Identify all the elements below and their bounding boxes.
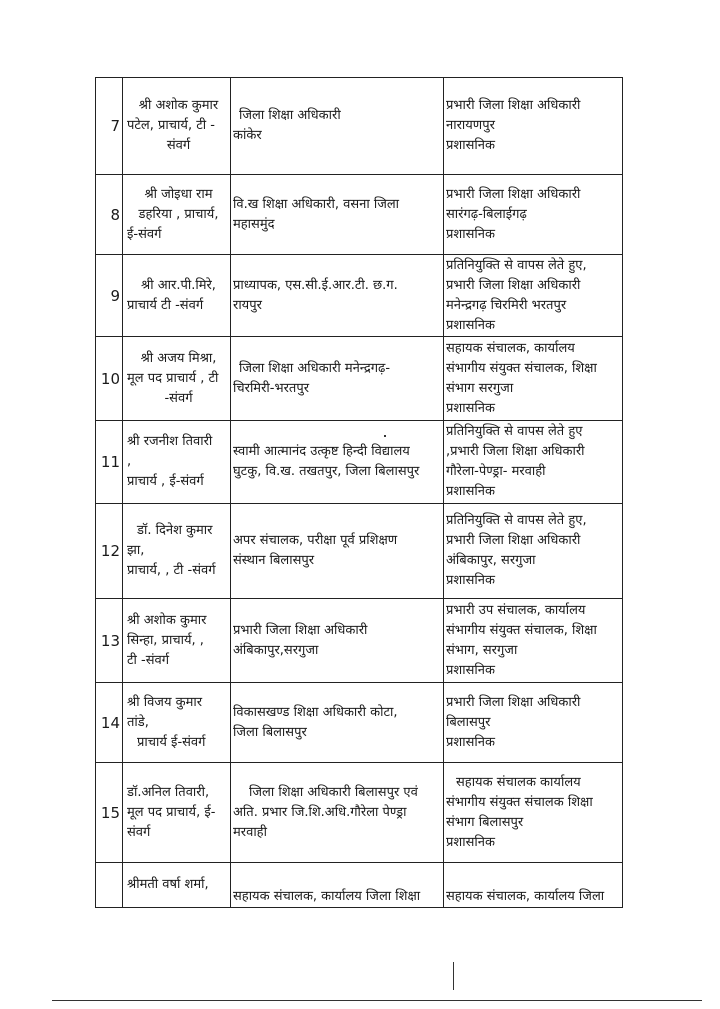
officer-name-line: श्री अशोक कुमार	[138, 98, 219, 113]
current-post-cell	[231, 863, 444, 908]
officer-name-line: श्रीमती वर्षा शर्मा,	[127, 877, 209, 892]
serial-number: 15	[96, 763, 123, 863]
new-posting-line: प्रभारी उप संचालक, कार्यालय	[446, 602, 586, 618]
new-posting-line: संभाग बिलासपुर	[446, 814, 524, 830]
new-posting-line: संभाग, सरगुजा	[446, 642, 518, 658]
table-row	[96, 863, 623, 908]
current-post-line: मरवाही	[233, 824, 267, 840]
serial-number	[96, 863, 123, 908]
officer-name-line: ,	[127, 454, 132, 469]
new-posting-line: प्रशासनिक	[446, 662, 495, 678]
table-row	[96, 78, 623, 175]
table-row	[96, 763, 623, 863]
new-posting-cell	[444, 175, 623, 255]
current-post-line: महासमुंद	[233, 216, 275, 232]
current-post-line: चिरमिरी-भरतपुर	[233, 380, 310, 396]
new-posting-line: प्रतिनियुक्ति से वापस लेते हुए	[446, 424, 583, 439]
new-posting-line: अंबिकापुर, सरगुजा	[446, 553, 536, 568]
current-post-line: अंबिकापुर,सरगुजा	[233, 642, 319, 658]
table-row	[96, 683, 623, 763]
officer-name-cell	[123, 863, 231, 908]
new-posting-line: प्रशासनिक	[446, 400, 495, 416]
officer-name-cell	[123, 175, 231, 255]
current-post-cell	[231, 421, 444, 504]
serial-number: 9	[96, 255, 123, 337]
table-row	[96, 504, 623, 599]
new-posting-line: प्रतिनियुक्ति से वापस लेते हुए,	[446, 513, 587, 528]
new-posting-line: प्रशासनिक	[446, 484, 495, 499]
transfer-order-table	[95, 77, 623, 908]
table-row	[96, 337, 623, 421]
current-post-line: स्वामी आत्मानंद उत्कृष्ट हिन्दी विद्यालय	[233, 444, 410, 459]
current-post-line: जिला शिक्षा अधिकारी मनेन्द्रगढ़-	[239, 360, 391, 376]
new-posting-cell	[444, 421, 623, 504]
current-post-cell	[231, 337, 444, 421]
officer-name-line: डहरिया , प्राचार्य,	[138, 206, 219, 222]
table-row	[96, 599, 623, 683]
current-post-line: वि.ख शिक्षा अधिकारी, वसना जिला	[233, 196, 400, 212]
officer-name-line: श्री रजनीश तिवारी	[127, 434, 213, 449]
new-posting-line: संभागीय संयुक्त संचालक, शिक्षा	[446, 622, 597, 638]
new-posting-line: संभागीय संयुक्त संचालक, शिक्षा	[446, 360, 597, 376]
new-posting-line: सहायक संचालक, कार्यालय जिला	[446, 889, 605, 904]
officer-name-cell	[123, 763, 231, 863]
current-post-cell	[231, 175, 444, 255]
new-posting-line: प्रशासनिक	[446, 226, 495, 242]
current-post-line: अपर संचालक, परीक्षा पूर्व प्रशिक्षण	[233, 533, 398, 548]
new-posting-line: प्रशासनिक	[446, 834, 495, 850]
officer-name-cell	[123, 337, 231, 421]
new-posting-line: प्रशासनिक	[446, 138, 495, 153]
serial-number: 8	[96, 175, 123, 255]
serial-number: 10	[96, 337, 123, 421]
current-post-line: कांकेर	[233, 128, 262, 143]
new-posting-line: ,प्रभारी जिला शिक्षा अधिकारी	[446, 444, 585, 459]
officer-name-line: प्राचार्य टी -संवर्ग	[127, 297, 204, 313]
officer-name-line: पटेल, प्राचार्य, टी -	[127, 118, 215, 133]
page-bottom-rule	[52, 1000, 702, 1001]
current-post-line: विकासखण्ड शिक्षा अधिकारी कोटा,	[233, 704, 398, 720]
current-post-cell	[231, 599, 444, 683]
new-posting-cell	[444, 599, 623, 683]
officer-name-cell	[123, 255, 231, 337]
officer-name-line: तांडे,	[127, 714, 149, 730]
officer-name-line: संवर्ग	[127, 824, 151, 840]
new-posting-line: प्रशासनिक	[446, 734, 495, 750]
current-post-line: सहायक संचालक, कार्यालय जिला शिक्षा	[233, 889, 421, 904]
officer-name-line: -संवर्ग	[164, 390, 193, 406]
current-post-line: जिला शिक्षा अधिकारी	[239, 108, 341, 123]
current-post-cell	[231, 763, 444, 863]
serial-number: 7	[96, 78, 123, 175]
officer-name-cell	[123, 78, 231, 175]
officer-name-line: श्री विजय कुमार	[127, 694, 203, 710]
officer-name-line: टी -संवर्ग	[127, 652, 170, 668]
new-posting-cell	[444, 504, 623, 599]
new-posting-line: प्रभारी जिला शिक्षा अधिकारी	[446, 98, 581, 113]
new-posting-cell	[444, 863, 623, 908]
current-post-line: घुटकु, वि.ख. तखतपुर, जिला बिलासपुर	[233, 464, 420, 479]
officer-name-cell	[123, 421, 231, 504]
new-posting-cell	[444, 763, 623, 863]
new-posting-line: प्रभारी जिला शिक्षा अधिकारी	[446, 277, 581, 293]
new-posting-line: बिलासपुर	[446, 714, 491, 730]
new-posting-line: प्रभारी जिला शिक्षा अधिकारी	[446, 533, 581, 548]
new-posting-line: सहायक संचालक कार्यालय	[456, 774, 581, 790]
officer-name-cell	[123, 504, 231, 599]
officer-name-line: झा,	[127, 543, 145, 558]
officer-name-line: प्राचार्य ई-संवर्ग	[137, 734, 206, 750]
new-posting-line: संभाग सरगुजा	[446, 380, 514, 396]
new-posting-line: नारायणपुर	[446, 118, 495, 133]
table-row	[96, 255, 623, 337]
current-post-cell	[231, 255, 444, 337]
new-posting-line: संभागीय संयुक्त संचालक शिक्षा	[446, 794, 593, 810]
new-posting-line: सहायक संचालक, कार्यालय	[446, 340, 575, 356]
officer-name-line: प्राचार्य, , टी -संवर्ग	[127, 563, 216, 578]
officer-name-line: सिन्हा, प्राचार्य, ,	[127, 632, 204, 648]
stray-mark	[384, 435, 386, 437]
current-post-cell	[231, 683, 444, 763]
officer-name-line: डॉ. दिनेश कुमार	[137, 523, 213, 538]
current-post-line: प्राध्यापक, एस.सी.ई.आर.टी. छ.ग.	[233, 277, 398, 293]
new-posting-cell	[444, 255, 623, 337]
current-post-line: जिला बिलासपुर	[233, 724, 307, 740]
serial-number: 14	[96, 683, 123, 763]
officer-name-line: प्राचार्य , ई-संवर्ग	[127, 474, 204, 489]
officer-name-line: श्री आर.पी.मिरे,	[141, 277, 216, 293]
serial-number: 11	[96, 421, 123, 504]
officer-name-line: श्री अशोक कुमार	[127, 612, 207, 628]
officer-name-cell	[123, 599, 231, 683]
serial-number: 12	[96, 504, 123, 599]
serial-number: 13	[96, 599, 123, 683]
officer-name-cell	[123, 683, 231, 763]
current-post-line: रायपुर	[233, 297, 262, 313]
new-posting-line: प्रशासनिक	[446, 573, 495, 588]
officer-name-line: मूल पद प्राचार्य, ई-	[127, 804, 216, 820]
new-posting-line: प्रभारी जिला शिक्षा अधिकारी	[446, 694, 581, 710]
vertical-stroke	[453, 962, 454, 990]
officer-name-line: श्री अजय मिश्रा,	[140, 350, 217, 366]
current-post-line: प्रभारी जिला शिक्षा अधिकारी	[233, 622, 368, 638]
new-posting-cell	[444, 78, 623, 175]
new-posting-line: प्रभारी जिला शिक्षा अधिकारी	[446, 186, 581, 202]
officer-name-line: मूल पद प्राचार्य , टी	[127, 370, 219, 386]
new-posting-line: प्रशासनिक	[446, 317, 495, 333]
new-posting-cell	[444, 683, 623, 763]
table-row	[96, 175, 623, 255]
officer-name-line: संवर्ग	[166, 138, 191, 153]
table-row	[96, 421, 623, 504]
officer-name-line: ई-संवर्ग	[127, 226, 162, 242]
officer-name-line: श्री जोइधा राम	[144, 186, 213, 202]
new-posting-line: मनेन्द्रगढ़ चिरमिरी भरतपुर	[446, 297, 567, 313]
current-post-line: जिला शिक्षा अधिकारी बिलासपुर एवं	[249, 784, 418, 800]
current-post-cell	[231, 504, 444, 599]
new-posting-line: गौरेला-पेण्ड्रा- मरवाही	[446, 464, 546, 479]
current-post-line: संस्थान बिलासपुर	[233, 553, 315, 568]
officer-name-line: डॉ.अनिल तिवारी,	[127, 784, 210, 800]
current-post-cell	[231, 78, 444, 175]
new-posting-cell	[444, 337, 623, 421]
new-posting-line: प्रतिनियुक्ति से वापस लेते हुए,	[446, 257, 587, 273]
current-post-line: अति. प्रभार जि.शि.अधि.गौरेला पेण्ड्रा	[233, 804, 407, 820]
new-posting-line: सारंगढ़-बिलाईगढ़	[446, 206, 527, 222]
